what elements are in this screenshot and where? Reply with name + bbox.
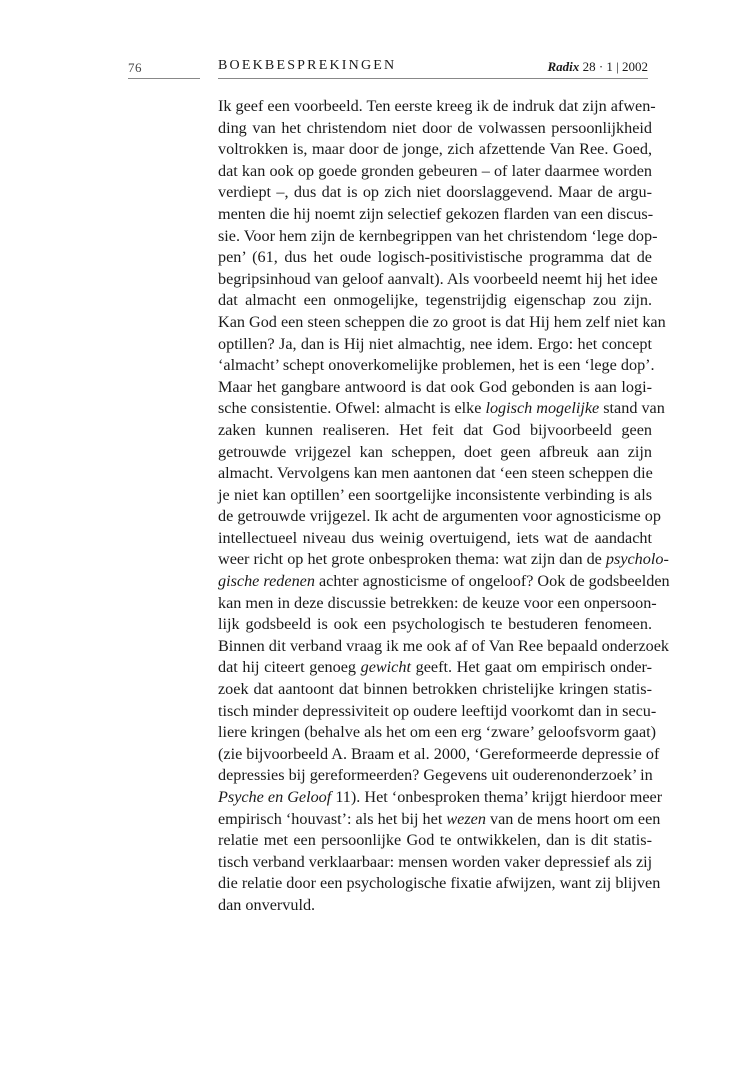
text-run: Binnen dit verband vraag ik me ook af of Van Ree bepaald onderzoek [218, 636, 669, 655]
text-run: menten die hij noemt zijn selectief gekozen flarden van een discus- [218, 204, 654, 223]
page-number: 76 [128, 60, 142, 75]
text-run: optillen? Ja, dan is Hij niet almachtig, nee idem. Ergo: het concept [218, 334, 652, 353]
text-line [218, 204, 652, 226]
text-run: 11). Het ‘onbesproken thema’ krijgt hierdoor meer [331, 788, 663, 806]
text-run: van de mens hoort om een [485, 809, 661, 828]
journal-name: Radix [547, 59, 580, 74]
text-line [218, 873, 661, 895]
text-run: ding van het christendom niet door de volwassen persoonlijkheid [218, 118, 652, 137]
italic-text: Psyche en Geloof [218, 788, 332, 806]
text-line [218, 463, 652, 485]
text-line [218, 809, 661, 831]
text-line [218, 593, 657, 615]
text-line [218, 290, 652, 312]
text-run: kan men in deze discussie betrekken: de keuze voor een onpersoon- [218, 593, 657, 612]
text-line [218, 226, 658, 248]
journal-issue: 28 · 1 | 2002 [579, 59, 648, 74]
text-line [218, 312, 666, 334]
text-run: liere kringen (behalve als het om een erg ‘zware’ geloofsvorm gaat) [218, 723, 657, 742]
text-run: weer richt op het grote onbesproken thema: wat zijn dan de [218, 550, 606, 569]
text-run: pen’ (61, dus het oude logisch-positivistische programma dat de [218, 248, 652, 267]
text-line [218, 96, 656, 118]
text-line [218, 722, 657, 744]
text-run: begripsinhoud van geloof aanvalt). Als voorbeeld neemt hij het idee [218, 269, 658, 288]
text-line [218, 182, 652, 204]
text-run: dan onvervuld. [218, 895, 316, 914]
section-title: BOEKBESPREKINGEN [218, 58, 397, 73]
text-line [218, 614, 652, 636]
text-run: ‘almacht’ schept onoverkomelijke problemen, het is een ‘lege dop’. [218, 356, 655, 375]
italic-text: psycholo- [605, 550, 669, 569]
text-line [218, 161, 652, 183]
text-run: dat almacht een onmogelijke, tegenstrijdig eigenschap zou zijn. [218, 291, 652, 310]
italic-text: logisch mogelijke [485, 399, 600, 418]
text-run: dat kan ook op goede gronden gebeuren – of later daarmee worden [218, 161, 652, 180]
text-line [218, 571, 670, 593]
text-run: lijk godsbeeld is ook een psychologisch te bestuderen fenomeen. [218, 615, 652, 634]
text-run: intellectueel niveau dus weinig overtuigend, iets wat de aandacht [218, 528, 652, 547]
text-line [218, 895, 652, 917]
text-run: die relatie door een psychologische fixatie afwijzen, want zij blijven [218, 874, 661, 893]
text-run: empirisch ‘houvast’: als het bij het [218, 809, 447, 828]
text-line [218, 139, 652, 161]
text-line [218, 118, 652, 140]
text-run: de getrouwde vrijgezel. Ik acht de argumenten voor agnosticisme op [218, 507, 661, 526]
text-line [218, 679, 652, 701]
text-run: geeft. Het gaat om empirisch onder- [410, 658, 652, 677]
text-run: verdiept –, dus dat is op zich niet doorslaggevend. Maar de argu- [218, 183, 652, 202]
running-head [218, 58, 648, 80]
text-run: almacht. Vervolgens kan men aantonen dat ‘een steen scheppen die [218, 464, 653, 483]
text-run: (zie bijvoorbeeld A. Braam et al. 2000, ‘Gereformeerde depressie of [218, 744, 660, 763]
text-line [218, 701, 657, 723]
italic-text: gewicht [360, 658, 411, 677]
text-run: depressies bij gereformeerden? Gegevens uit ouderenonderzoek’ in [218, 766, 653, 785]
text-line [218, 485, 652, 507]
text-line [218, 355, 655, 377]
text-line [218, 506, 661, 528]
text-run: zaken kunnen realiseren. Het feit dat God bijvoorbeeld geen [218, 420, 652, 439]
review-body-text [218, 96, 670, 917]
text-run: je niet kan optillen’ een soortgelijke inconsistente verbinding is als [218, 485, 652, 504]
italic-text: gische redenen [218, 572, 315, 591]
header-rule [218, 78, 648, 79]
text-line [218, 765, 652, 787]
text-line [218, 420, 652, 442]
text-line [218, 398, 665, 420]
text-run: stand van [599, 399, 665, 418]
text-line [218, 549, 669, 571]
text-run: Maar het gangbare antwoord is dat ook God gebonden is aan logi- [218, 377, 652, 396]
text-run: dat hij citeert genoeg [218, 658, 361, 677]
text-run: achter agnosticisme of ongeloof? Ook de godsbeelden [314, 572, 670, 591]
text-line [218, 247, 652, 269]
text-line [218, 787, 663, 809]
text-line [218, 830, 652, 852]
text-run: zoek dat aantoont dat binnen betrokken christelijke kringen statis- [218, 680, 652, 699]
text-line [218, 377, 652, 399]
text-run: Kan God een steen scheppen die zo groot is dat Hij hem zelf niet kan [218, 312, 666, 331]
text-run: Ik geef een voorbeeld. Ten eerste kreeg ik de indruk dat zijn afwen- [218, 97, 656, 115]
text-run: getrouwde vrijgezel kan scheppen, doet geen afbreuk aan zijn [218, 442, 652, 461]
text-run: tisch minder depressiviteit op oudere leeftijd voorkomt dan in secu- [218, 701, 657, 720]
text-line [218, 528, 652, 550]
journal-info [548, 59, 648, 75]
text-run: tisch verband verklaarbaar: mensen worden vaker depressief als zij [218, 852, 653, 871]
text-line [218, 442, 652, 464]
text-line [218, 852, 652, 874]
text-line [218, 636, 669, 658]
text-run: sche consistentie. Ofwel: almacht is elke [218, 399, 486, 418]
text-run: sie. Voor hem zijn de kernbegrippen van het christendom ‘lege dop- [218, 226, 658, 245]
text-line [218, 269, 658, 291]
text-run: voltrokken is, maar door de jonge, zich afzettende Van Ree. Goed, [218, 140, 652, 159]
italic-text: wezen [446, 809, 486, 828]
page-number-rule [128, 78, 200, 79]
text-line [218, 334, 652, 356]
text-line [218, 744, 660, 766]
text-line [218, 657, 652, 679]
text-run: relatie met een persoonlijke God te ontwikkelen, dan is dit statis- [218, 831, 652, 850]
